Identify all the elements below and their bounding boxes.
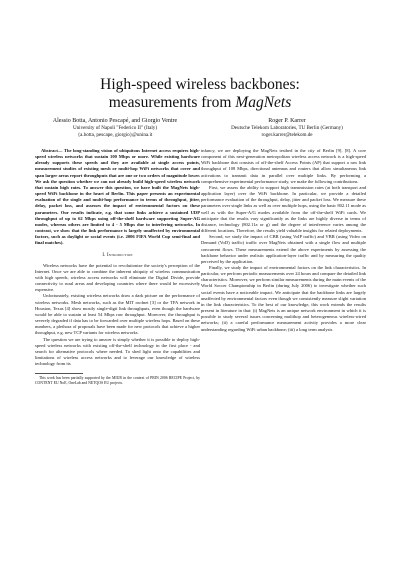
author-affiliation-left: University of Napoli "Federico II" (Italy) (72, 125, 158, 131)
left-column (35, 148, 200, 386)
footnote-rule (35, 373, 83, 374)
author-email-left: {a.botta, pescape, giorgio}@unina.it (77, 132, 153, 138)
footnote: This work has been partially supported by the MIUR in the context of PRIN 2006 RECIPE Project, by CONTENT EU NoE, OneLab and NETQOS EU projects. (35, 376, 200, 386)
title-line-2-prefix: measurements from (108, 94, 236, 111)
title-line-2 (0, 94, 400, 112)
intro-paragraph-2: Unfortunately, existing wireless networks draw a dark picture on the performance of wireless networks. Mesh networks, such as the MIT roofnet [3] or the TFA network in Houston, Texas [4] show mostly single-digit link throughputs, even though the hardware would be able to sustain at least 54 Mbps raw throughput. Moreover, the throughput is severely degraded if data has to be forwarded over multiple wireless hops. Based on these numbers, a plethora of proposals have been made for new protocols that achieve a higher throughput, e.g. new TCP variants for wireless networks. (35, 293, 200, 336)
right-paragraph-2: First, we assess the ability to support high transmission rates (at both transport and application layer) over the WiFi backbone. In particular, we provide a detailed performance evaluation of the throughput, delay, jitter and packet loss. We measure these parameters over single links as well as over multiple hops, using the basic 802.11 mode as well as with the Super-A/G modes available from the off-the-shelf WiFi cards. We anticipate that the results vary significantly as the links are highly diverse in terms of distance, technology (802.11a or g) and the degree of interference varies among the different locations. Therefore, the results yield valuable insights for related deployments. (201, 184, 366, 234)
abstract: Abstract— The long-standing vision of ubiquitous Internet access requires high-speed wireless networks that sustain 100 Mbps or more. While existing hardware already supports these speeds and they are available at single access points, measurement studies of existing mesh or multi-hop WiFi networks that cover and span larger areas report throughputs that are one or two orders of magnitude lower. We ask the question whether we can not already build high-speed wireless network that sustain high rates. To answer this question, we have built the MagNets high-speed WiFi backbone in the heart of Berlin. This paper presents an experimental evaluation of the single and multi-hop performance in terms of throughput, jitter, delay, packet loss, and assesses the impact of environmental factors on these parameters. Our results indicate, e.g. that some links achieve a sustained UDP throughput of up to 62 Mbps using off-the-shelf hardware supporting Super-AG modes, whereas others are limited to 4 - 5 Mbps due to interfering networks. In contrast, we show that the link performance is largely unaffected by environmental factors, such as daylight or social events (i.e. 2006 FIFA World Cup semi-final and final matches). (35, 148, 200, 246)
intro-paragraph-1: Wireless networks have the potential to revolutionize the society's perception of the Internet. Once we are able to combine the inherent ubiquity of wireless communication with high speeds, wireless access networks will eliminate the Digital Divide, provide connectivity to rural areas and developing countries where there would be excessively expensive. (35, 262, 200, 293)
author-names-right: Roger P. Karrer (268, 118, 306, 124)
title-line-1: High-speed wireless backbones: (100, 76, 300, 93)
author-block-left (40, 117, 190, 139)
intro-paragraph-3: The question we are trying to answer is simply whether it is possible to deploy high-speed wireless networks with existing off-the-shelf technology in the first place - and search for alternative protocols where needed. To shed light onto the capabilities and limitations of wireless access networks and to leverage our knowledge of wireless technology from its (35, 336, 200, 367)
title-magnets: MagNets (235, 94, 292, 111)
author-affiliation-right: Deutsche Telekom Laboratories, TU Berlin (Germany) (231, 125, 343, 131)
right-paragraph-3: Second, we study the impact of CBR (using VoIP traffic) and VBR (using Video on Demand (VoD) traffic) traffic over MagNets obtained with a single flow and multiple concurrent flows. These measurements extend the above experiments by assessing the backbone behavior under realistic application-layer traffic and by measuring the quality perceived by the application. (201, 234, 366, 264)
right-paragraph-1: infancy, we are deploying the MagNets testbed in the city of Berlin [9], [8]. A core component of this next-generation metropolitan wireless access network is a high-speed WiFi backbone that consists of off-the-shelf Access Points (AP) that support a raw link throughput of 108 Mbps, directional antennas and routers that allow simultaneous link activations to transmit data in parallel over multiple links. By performing a comprehensive experimental performance study, we make the following contributions. (201, 148, 366, 184)
author-email-right: roger.karrer@telekom.de (261, 132, 313, 138)
section-heading-introduction: I. Introduction (102, 252, 133, 258)
author-names-left: Alessio Botta, Antonio Pescapé, and Giorgio Ventre (52, 118, 178, 124)
author-block-right (212, 117, 362, 139)
right-column (201, 148, 366, 333)
right-paragraph-4: Finally, we study the impact of environmental factors on the link characteristics. In particular, we perform periodic measurements over 24 hours and compare the detailed link characteristics. Moreover, we perform similar measurements during the main events of the World Soccer Championship in Berlin (during July 2006) to investigate whether such social events have a noticeable impact. We anticipate that the backbone links are largely unaffected by environmental factors even though we consistently measure slight variation in the link characteristics. To the best of our knowledge, this work extends the results present in literature in that: (i) MagNets is an unique network environment in which it is possible to study several issues concerning multihop and heterogeneous wireless-wired networks; (ii) a careful performance measurement activity provides a more clear understanding regarding WiFi urban backbone; (iii) a long term analysis (201, 264, 366, 332)
paper-title (0, 76, 400, 112)
